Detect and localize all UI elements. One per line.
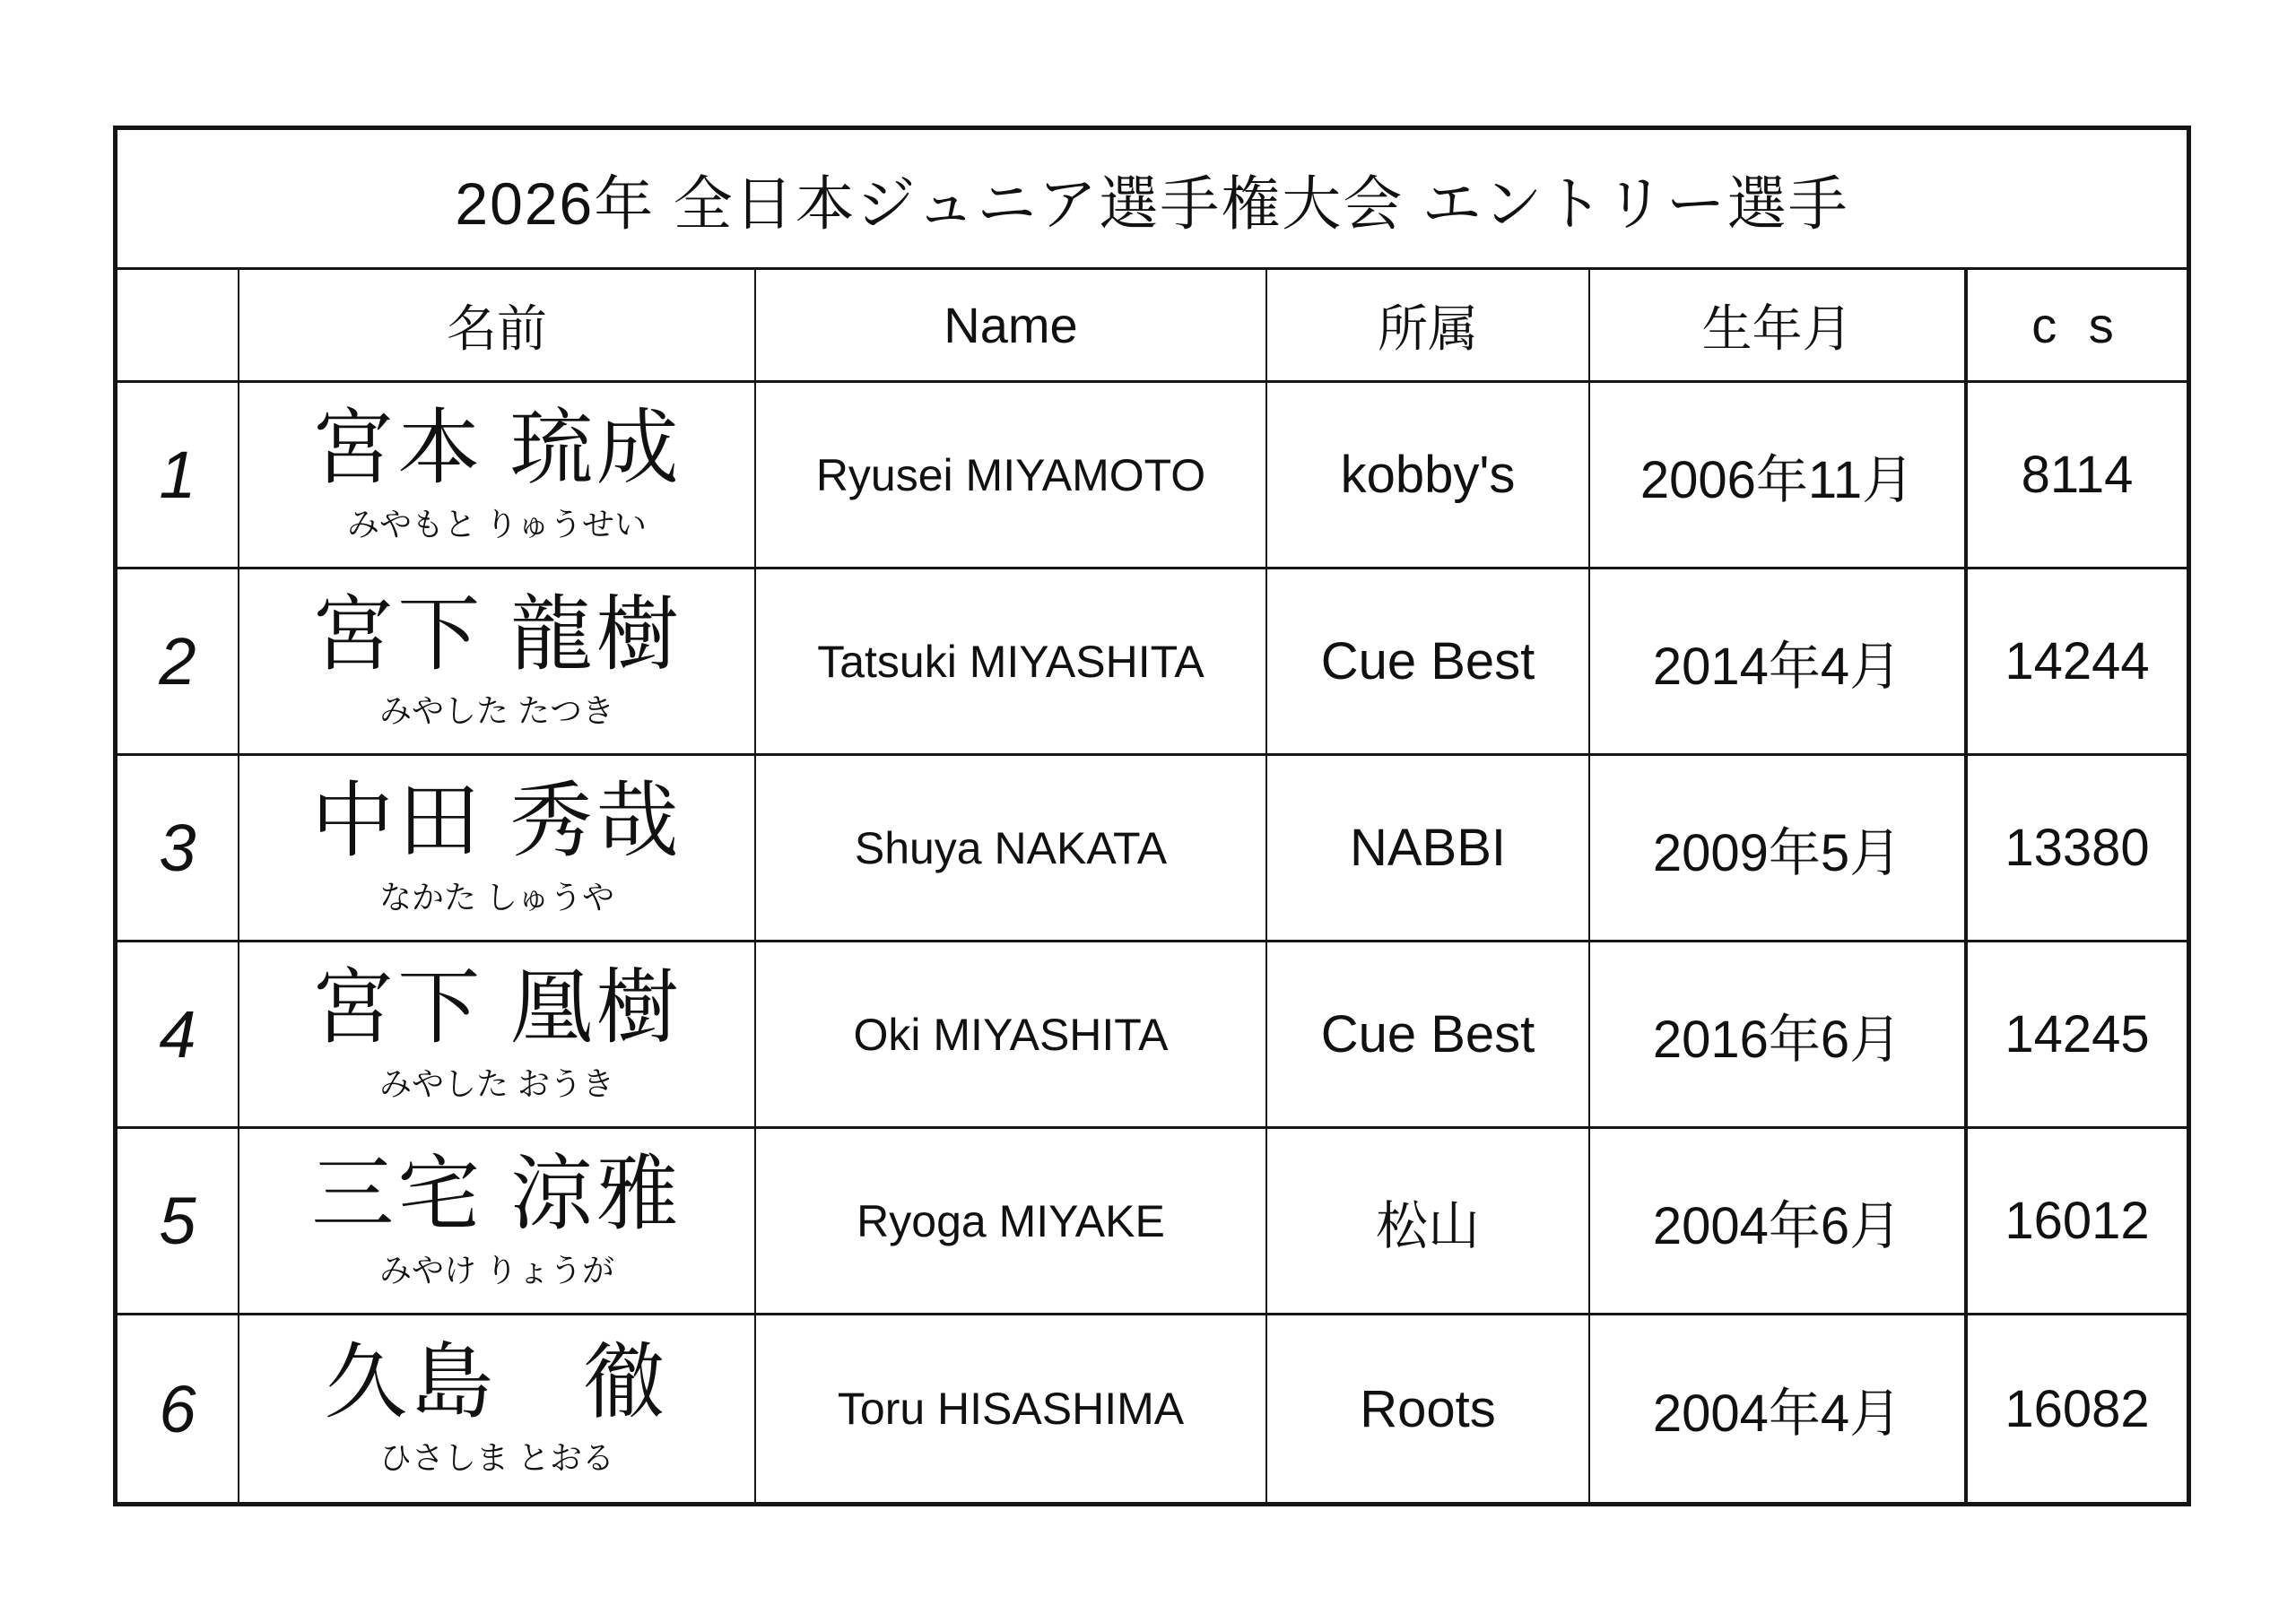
player-cs-number: 16012: [1968, 1129, 2187, 1315]
player-name-cell: [239, 1315, 756, 1502]
player-name-cell: [239, 383, 756, 569]
player-kanji: 中田 秀哉: [311, 776, 683, 868]
player-romaji: Ryusei MIYAMOTO: [756, 383, 1267, 569]
table-title: 2026年 全日本ジュニア選手権大会 エントリー選手: [117, 130, 2187, 270]
player-furigana: みやけ りょうが: [378, 1251, 614, 1289]
player-kanji: 久島 徹: [324, 1336, 669, 1428]
player-furigana: ひさしま とおる: [378, 1439, 614, 1477]
player-birth-month: 2004年6月: [1590, 1129, 1968, 1315]
player-name-cell: [239, 942, 756, 1129]
row-rank: 3: [117, 756, 239, 942]
player-romaji: Toru HISASHIMA: [756, 1315, 1267, 1502]
player-cs-number: 14244: [1968, 569, 2187, 756]
player-kanji: 三宅 涼雅: [311, 1149, 683, 1241]
player-birth-month: 2009年5月: [1590, 756, 1968, 942]
header-name-en: Name: [756, 270, 1267, 383]
player-name-cell: [239, 1129, 756, 1315]
row-rank: 5: [117, 1129, 239, 1315]
player-name-cell: [239, 569, 756, 756]
row-rank: 2: [117, 569, 239, 756]
row-rank: 4: [117, 942, 239, 1129]
player-cs-number: 8114: [1968, 383, 2187, 569]
player-kanji: 宮本 琉成: [311, 403, 683, 495]
player-cs-number: 16082: [2005, 1379, 2150, 1438]
player-furigana: みやもと りゅうせい: [346, 505, 647, 542]
player-furigana: みやした おうき: [378, 1064, 614, 1102]
header-rank: [117, 270, 239, 383]
player-romaji: Shuya NAKATA: [756, 756, 1267, 942]
player-kanji: 宮下 龍樹: [311, 589, 683, 681]
row-rank: 6: [117, 1315, 239, 1502]
player-birth-month: 2006年11月: [1590, 383, 1968, 569]
player-birth-month: 2014年4月: [1590, 569, 1968, 756]
player-romaji: Ryoga MIYAKE: [756, 1129, 1267, 1315]
player-cs-number: 14245: [1968, 942, 2187, 1129]
player-romaji: Tatsuki MIYASHITA: [756, 569, 1267, 756]
player-affiliation: kobby's: [1267, 383, 1590, 569]
player-affiliation: NABBI: [1267, 756, 1590, 942]
row-rank: 1: [117, 383, 239, 569]
player-affiliation: Cue Best: [1267, 569, 1590, 756]
player-furigana: なかた しゅうや: [378, 878, 614, 916]
player-romaji: Oki MIYASHITA: [756, 942, 1267, 1129]
player-cs-number: 13380: [1968, 756, 2187, 942]
header-affiliation: 所属: [1267, 270, 1590, 383]
header-name-jp: 名前: [239, 270, 756, 383]
player-birth-month: 2004年4月: [1590, 1315, 1968, 1502]
player-affiliation: 松山: [1267, 1129, 1590, 1315]
player-name-cell: [239, 756, 756, 942]
player-birth-month: 2016年6月: [1590, 942, 1968, 1129]
player-furigana: みやした たつき: [378, 691, 614, 729]
player-affiliation: Cue Best: [1267, 942, 1590, 1129]
player-kanji: 宮下 凰樹: [311, 962, 683, 1055]
player-affiliation: Roots: [1267, 1315, 1590, 1502]
header-birth-month: 生年月: [1590, 270, 1968, 383]
entry-table: [113, 126, 2191, 1506]
header-cs: c s: [1968, 270, 2187, 383]
